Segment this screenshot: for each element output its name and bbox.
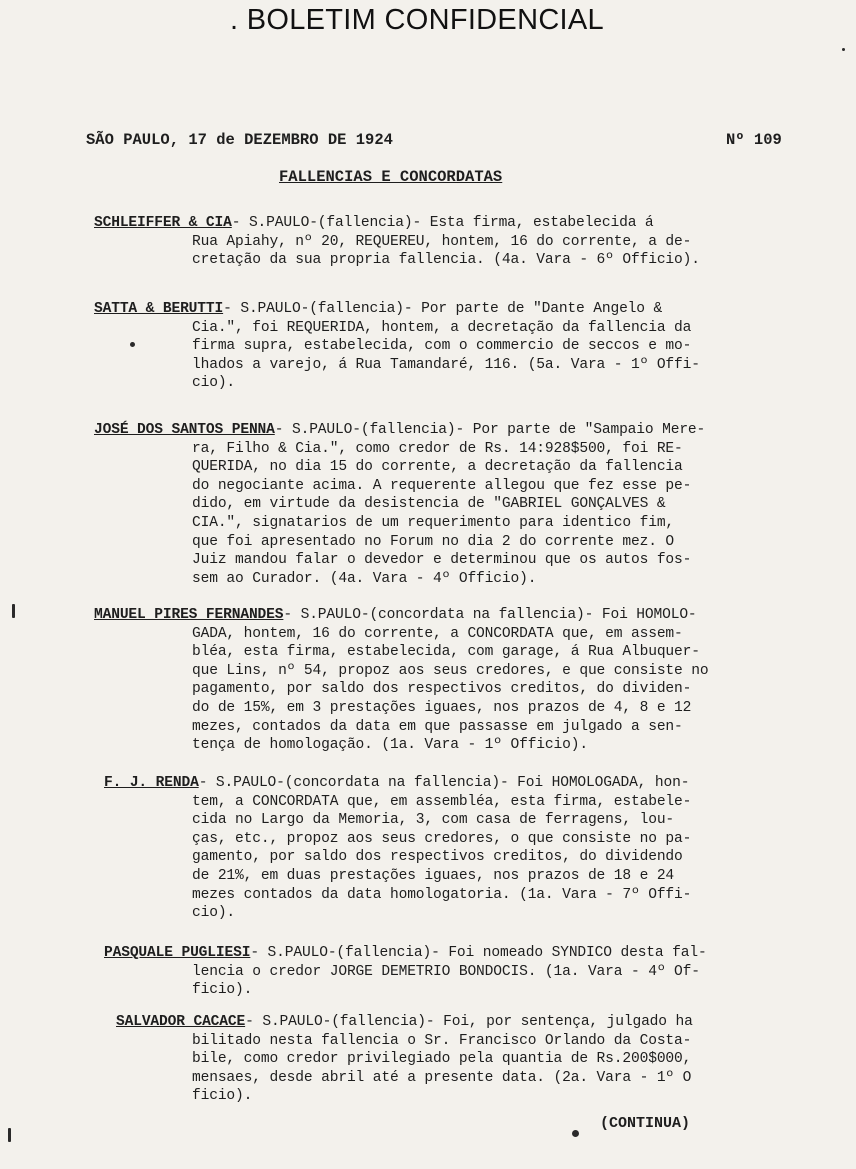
entry-line: dido, em virtude da desistencia de "GABRIEL GONÇALVES & bbox=[192, 496, 666, 513]
section-title: FALLENCIAS E CONCORDATAS bbox=[279, 168, 503, 186]
ink-speck bbox=[572, 1130, 579, 1137]
entry-line: pagamento, por saldo dos respectivos creditos, do dividen- bbox=[192, 681, 692, 698]
entry-first-line bbox=[116, 1013, 693, 1032]
entry-first-text: - S.PAULO-(fallencia)- Esta firma, estabelecida á bbox=[231, 215, 654, 231]
entry-satta bbox=[94, 300, 700, 393]
entry-name: SCHLEIFFER & CIA bbox=[94, 215, 232, 231]
entry-line: bilitado nesta fallencia o Sr. Francisco Orlando da Costa- bbox=[192, 1032, 692, 1049]
entry-line: lencia o credor JORGE DEMETRIO BONDOCIS. (1a. Vara - 4º Of- bbox=[192, 963, 700, 980]
entry-name: MANUEL PIRES FERNANDES bbox=[94, 607, 284, 623]
entry-line: que Lins, nº 54, propoz aos seus credores, e que consiste no bbox=[192, 662, 709, 679]
entry-manuel-fernandes bbox=[94, 606, 708, 755]
entry-line: bléa, esta firma, estabelecida, com garage, á Rua Albuquer- bbox=[192, 644, 700, 661]
entry-line: ças, etc., propoz aos seus credores, o que consiste no pa- bbox=[192, 830, 692, 847]
masthead-title: . BOLETIM CONFIDENCIAL bbox=[230, 4, 604, 36]
entry-first-text: - S.PAULO-(concordata na fallencia)- Foi HOMOLOGADA, hon- bbox=[198, 775, 690, 791]
entry-line: gamento, por saldo dos respectivos creditos, do dividendo bbox=[192, 849, 683, 866]
dateline: SÃO PAULO, 17 de DEZEMBRO DE 1924 bbox=[86, 131, 393, 149]
entry-first-line bbox=[104, 944, 707, 963]
entry-line: tença de homologação. (1a. Vara - 1º Officio). bbox=[192, 737, 588, 754]
entry-first-text: - S.PAULO-(fallencia)- Foi, por sentença, julgado ha bbox=[245, 1014, 693, 1030]
entry-line: cio). bbox=[192, 905, 236, 922]
entry-line: tem, a CONCORDATA que, em assembléa, esta firma, estabele- bbox=[192, 793, 692, 810]
entry-first-line bbox=[94, 421, 705, 440]
entry-line: ficio). bbox=[192, 982, 253, 999]
entry-first-text: - S.PAULO-(fallencia)- Foi nomeado SYNDICO desta fal- bbox=[250, 945, 707, 961]
entry-renda bbox=[104, 774, 691, 923]
entry-line: Cia.", foi REQUERIDA, hontem, a decretação da fallencia da bbox=[192, 319, 692, 336]
entry-line: firma supra, estabelecida, com o commercio de seccos e mo- bbox=[192, 338, 692, 355]
entry-line: lhados a varejo, á Rua Tamandaré, 116. (5a. Vara - 1º Offi- bbox=[192, 356, 700, 373]
entry-schleiffer bbox=[94, 214, 700, 270]
entry-name: SATTA & BERUTTI bbox=[94, 301, 224, 317]
entry-first-line bbox=[94, 300, 700, 319]
entry-line: ra, Filho & Cia.", como credor de Rs. 14:928$500, foi RE- bbox=[192, 440, 683, 457]
continua-label: (CONTINUA) bbox=[600, 1115, 691, 1132]
entry-name: PASQUALE PUGLIESI bbox=[104, 945, 251, 961]
entry-jose-penna bbox=[94, 421, 705, 588]
entry-line: Rua Apiahy, nº 20, REQUEREU, hontem, 16 do corrente, a de- bbox=[192, 233, 692, 250]
entry-first-line bbox=[94, 606, 708, 625]
margin-mark bbox=[12, 604, 15, 618]
entry-line: que foi apresentado no Forum no dia 2 do corrente mez. O bbox=[192, 533, 675, 550]
entry-line: mezes, contados da data em que passasse em julgado a sen- bbox=[192, 718, 683, 735]
entry-name: F. J. RENDA bbox=[104, 775, 199, 791]
ink-speck bbox=[130, 342, 135, 347]
entry-line: CIA.", signatarios de um requerimento para identico fim, bbox=[192, 514, 675, 531]
entry-pugliesi bbox=[104, 944, 707, 1000]
entry-first-text: - S.PAULO-(fallencia)- Por parte de "Dante Angelo & bbox=[223, 301, 663, 317]
entry-line: cida no Largo da Memoria, 3, com casa de ferragens, lou- bbox=[192, 812, 675, 829]
entry-line: Juiz mandou falar o devedor e determinou que os autos fos- bbox=[192, 552, 692, 569]
entry-line: ficio). bbox=[192, 1088, 253, 1105]
entry-line: mensaes, desde abril até a presente data. (2a. Vara - 1º O bbox=[192, 1069, 692, 1086]
entry-first-text: - S.PAULO-(concordata na fallencia)- Foi HOMOLO- bbox=[283, 607, 697, 623]
entry-line: cretação da sua propria fallencia. (4a. Vara - 6º Officio). bbox=[192, 252, 700, 269]
entry-line: do negociante acima. A requerente allegou que fez esse pe- bbox=[192, 477, 692, 494]
entry-line: do de 15%, em 3 prestações iguaes, nos prazos de 4, 8 e 12 bbox=[192, 699, 692, 716]
entry-line: QUERIDA, no dia 15 do corrente, a decretação da fallencia bbox=[192, 459, 683, 476]
entry-cacace bbox=[116, 1013, 693, 1106]
entry-line: sem ao Curador. (4a. Vara - 4º Officio). bbox=[192, 570, 537, 587]
issue-number: Nº 109 bbox=[726, 131, 782, 149]
entry-first-text: - S.PAULO-(fallencia)- Por parte de "Sampaio Mere- bbox=[274, 422, 706, 438]
entry-line: mezes contados da data homologatoria. (1a. Vara - 7º Offi- bbox=[192, 886, 692, 903]
entry-first-line bbox=[94, 214, 700, 233]
entry-line: de 21%, em duas prestações iguaes, nos prazos de 18 e 24 bbox=[192, 867, 675, 884]
entry-name: JOSÉ DOS SANTOS PENNA bbox=[94, 422, 275, 438]
margin-mark bbox=[8, 1128, 11, 1142]
entry-line: GADA, hontem, 16 do corrente, a CONCORDATA que, em assem- bbox=[192, 625, 683, 642]
entry-line: cio). bbox=[192, 375, 236, 392]
entry-line: bile, como credor privilegiado pela quantia de Rs.200$000, bbox=[192, 1051, 692, 1068]
entry-name: SALVADOR CACACE bbox=[116, 1014, 246, 1030]
entry-first-line bbox=[104, 774, 691, 793]
ink-speck bbox=[842, 48, 845, 51]
